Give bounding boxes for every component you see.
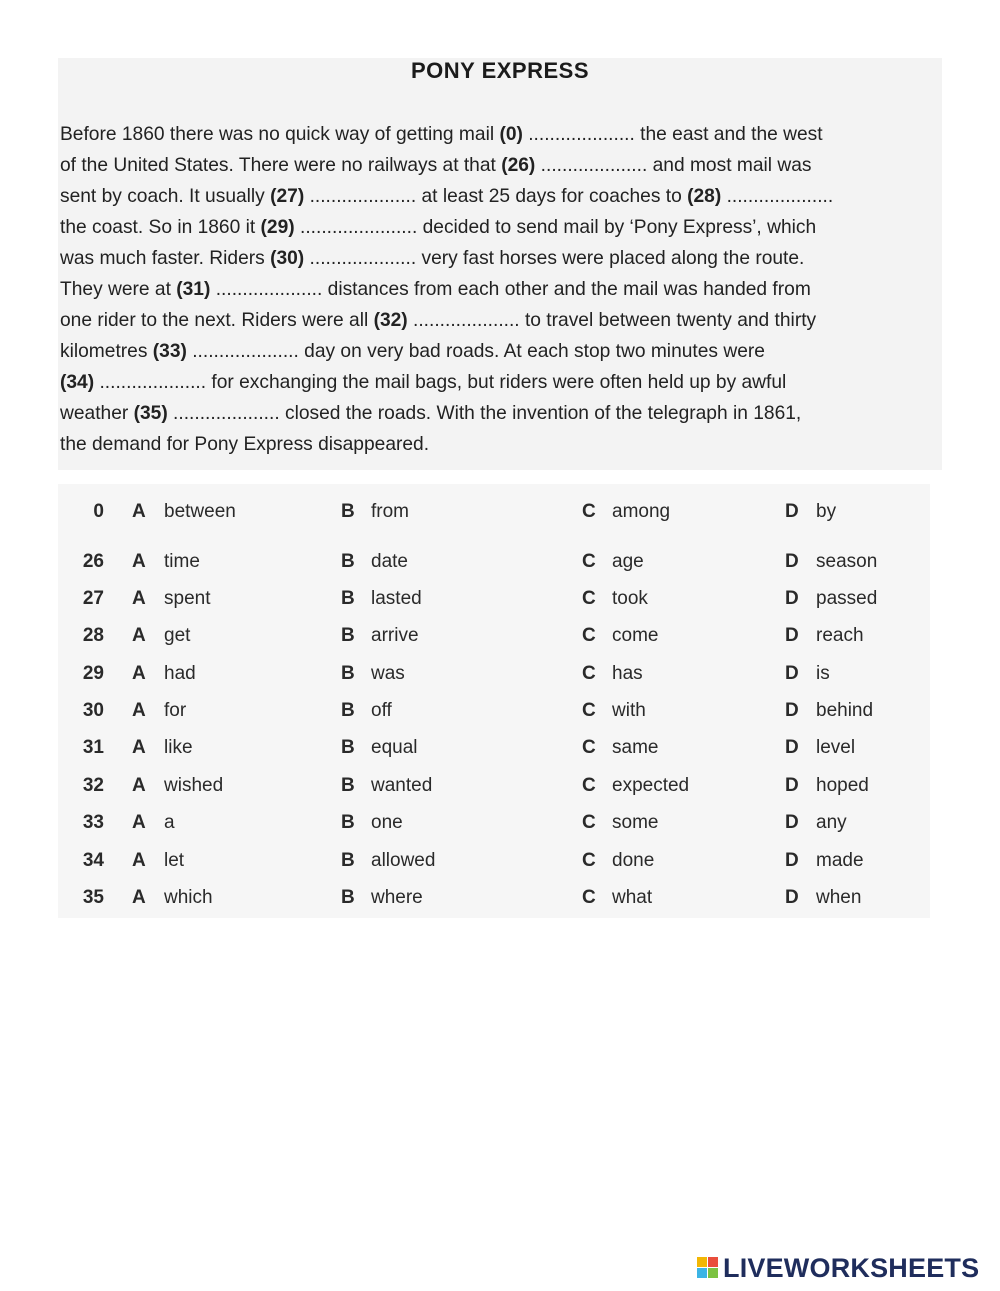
- option-letter-a: A: [132, 588, 146, 609]
- passage-line: [60, 274, 940, 305]
- gap-number: (29): [260, 217, 295, 238]
- worksheet-title: PONY EXPRESS: [411, 58, 589, 83]
- option-letter-d: D: [785, 501, 799, 522]
- option-a[interactable]: which: [164, 887, 213, 908]
- option-row: [58, 497, 928, 527]
- passage-line: [60, 150, 940, 181]
- question-number: 0: [93, 501, 104, 522]
- option-b[interactable]: arrive: [371, 625, 419, 646]
- option-letter-b: B: [341, 700, 355, 721]
- option-row: [58, 659, 928, 689]
- passage-text: .................... the east and the west: [522, 124, 823, 145]
- logo-square: [708, 1268, 718, 1278]
- option-letter-c: C: [582, 501, 596, 522]
- passage-text: They were at: [60, 279, 177, 300]
- passage-line: [60, 336, 940, 367]
- option-row: [58, 547, 928, 577]
- option-letter-d: D: [785, 737, 799, 758]
- option-letter-d: D: [785, 588, 799, 609]
- option-row: [58, 808, 928, 838]
- option-d[interactable]: is: [816, 663, 830, 684]
- cloze-passage: [60, 119, 940, 460]
- option-letter-b: B: [341, 501, 355, 522]
- option-a[interactable]: a: [164, 812, 175, 833]
- passage-line: [60, 367, 940, 398]
- passage-text: .................... for exchanging the mail bags, but riders were often held up by awful: [94, 372, 787, 393]
- option-b[interactable]: one: [371, 812, 403, 833]
- option-letter-a: A: [132, 501, 146, 522]
- question-number: 28: [82, 625, 104, 646]
- option-b[interactable]: from: [371, 501, 409, 522]
- gap-number: (0): [499, 124, 523, 145]
- option-letter-c: C: [582, 850, 596, 871]
- option-letter-d: D: [785, 850, 799, 871]
- option-c[interactable]: took: [612, 588, 648, 609]
- question-number: 34: [82, 850, 104, 871]
- option-letter-d: D: [785, 551, 799, 572]
- liveworksheets-logo-icon: [697, 1257, 719, 1279]
- option-c[interactable]: among: [612, 501, 671, 522]
- option-b[interactable]: off: [371, 700, 392, 721]
- option-letter-a: A: [132, 887, 146, 908]
- option-c[interactable]: expected: [612, 775, 690, 796]
- option-letter-c: C: [582, 663, 596, 684]
- passage-line: [60, 119, 940, 150]
- option-letter-a: A: [132, 625, 146, 646]
- option-b[interactable]: lasted: [371, 588, 422, 609]
- option-c[interactable]: some: [612, 812, 659, 833]
- liveworksheets-logo: [697, 1252, 979, 1284]
- option-letter-b: B: [341, 887, 355, 908]
- option-letter-c: C: [582, 625, 596, 646]
- option-letter-c: C: [582, 737, 596, 758]
- option-letter-c: C: [582, 551, 596, 572]
- question-number: 35: [82, 887, 104, 908]
- gap-number: (34): [60, 372, 95, 393]
- option-b[interactable]: where: [371, 887, 423, 908]
- option-c[interactable]: age: [612, 551, 644, 572]
- option-a[interactable]: spent: [164, 588, 211, 609]
- option-c[interactable]: same: [612, 737, 659, 758]
- option-letter-d: D: [785, 663, 799, 684]
- question-number: 32: [82, 775, 104, 796]
- option-letter-b: B: [341, 812, 355, 833]
- option-letter-c: C: [582, 588, 596, 609]
- passage-text: of the United States. There were no railways at that: [60, 155, 502, 176]
- option-d[interactable]: season: [816, 551, 878, 572]
- option-letter-d: D: [785, 812, 799, 833]
- option-row: [58, 696, 928, 726]
- option-letter-a: A: [132, 700, 146, 721]
- passage-text: sent by coach. It usually: [60, 186, 271, 207]
- option-c[interactable]: has: [612, 663, 643, 684]
- option-d[interactable]: reach: [816, 625, 864, 646]
- logo-square: [708, 1257, 718, 1267]
- option-b[interactable]: was: [371, 663, 405, 684]
- passage-text: the demand for Pony Express disappeared.: [60, 434, 430, 455]
- option-c[interactable]: what: [612, 887, 653, 908]
- option-c[interactable]: done: [612, 850, 655, 871]
- passage-text: .................... distances from each other and the mail was handed from: [210, 279, 811, 300]
- passage-text: .................... at least 25 days for coaches to: [304, 186, 688, 207]
- question-number: 31: [82, 737, 104, 758]
- passage-text: was much faster. Riders: [60, 248, 271, 269]
- option-letter-a: A: [132, 812, 146, 833]
- option-d[interactable]: any: [816, 812, 847, 833]
- option-c[interactable]: come: [612, 625, 659, 646]
- passage-text: the coast. So in 1860 it: [60, 217, 261, 238]
- logo-square: [697, 1257, 707, 1267]
- option-letter-b: B: [341, 588, 355, 609]
- option-d[interactable]: passed: [816, 588, 878, 609]
- liveworksheets-logo-text: LIVEWORKSHEETS: [723, 1252, 980, 1283]
- option-letter-c: C: [582, 887, 596, 908]
- option-b[interactable]: equal: [371, 737, 418, 758]
- option-d[interactable]: level: [816, 737, 856, 758]
- option-row: [58, 621, 928, 651]
- option-d[interactable]: when: [816, 887, 862, 908]
- option-letter-d: D: [785, 887, 799, 908]
- passage-text: .................... and most mail was: [535, 155, 812, 176]
- option-row: [58, 733, 928, 763]
- option-letter-b: B: [341, 625, 355, 646]
- option-a[interactable]: time: [164, 551, 200, 572]
- option-d[interactable]: behind: [816, 700, 874, 721]
- question-number: 29: [82, 663, 104, 684]
- option-letter-c: C: [582, 775, 596, 796]
- option-row: [58, 883, 928, 913]
- passage-text: weather: [60, 403, 134, 424]
- passage-text: kilometres: [60, 341, 153, 362]
- option-letter-a: A: [132, 850, 146, 871]
- option-a[interactable]: had: [164, 663, 196, 684]
- option-letter-b: B: [341, 737, 355, 758]
- passage-text: .................... closed the roads. With the invention of the telegraph in 1861,: [167, 403, 802, 424]
- option-letter-b: B: [341, 551, 355, 572]
- passage-line: [60, 181, 940, 212]
- gap-number: (26): [501, 155, 536, 176]
- option-letter-b: B: [341, 850, 355, 871]
- option-a[interactable]: get: [164, 625, 191, 646]
- passage-text: .................... to travel between twenty and thirty: [407, 310, 817, 331]
- option-letter-a: A: [132, 775, 146, 796]
- option-c[interactable]: with: [612, 700, 646, 721]
- option-d[interactable]: made: [816, 850, 864, 871]
- gap-number: (28): [687, 186, 722, 207]
- gap-number: (35): [133, 403, 168, 424]
- gap-number: (33): [152, 341, 187, 362]
- option-letter-c: C: [582, 812, 596, 833]
- option-letter-b: B: [341, 663, 355, 684]
- passage-line: [60, 243, 940, 274]
- question-number: 26: [82, 551, 104, 572]
- option-row: [58, 771, 928, 801]
- option-letter-d: D: [785, 625, 799, 646]
- passage-text: .................... very fast horses were placed along the route.: [304, 248, 805, 269]
- option-letter-b: B: [341, 775, 355, 796]
- passage-text: one rider to the next. Riders were all: [60, 310, 374, 331]
- option-letter-d: D: [785, 775, 799, 796]
- option-d[interactable]: hoped: [816, 775, 869, 796]
- option-a[interactable]: between: [164, 501, 236, 522]
- option-a[interactable]: wished: [164, 775, 224, 796]
- gap-number: (30): [270, 248, 305, 269]
- logo-square: [697, 1268, 707, 1278]
- passage-line: [60, 305, 940, 336]
- option-a[interactable]: for: [164, 700, 187, 721]
- gap-number: (32): [373, 310, 408, 331]
- question-number: 30: [82, 700, 104, 721]
- option-letter-a: A: [132, 551, 146, 572]
- passage-text: ....................: [721, 186, 834, 207]
- question-number: 33: [82, 812, 104, 833]
- passage-text: Before 1860 there was no quick way of getting mail: [60, 124, 500, 145]
- option-row: [58, 846, 928, 876]
- passage-text: .................... day on very bad roads. At each stop two minutes were: [186, 341, 765, 362]
- gap-number: (31): [176, 279, 211, 300]
- option-letter-a: A: [132, 663, 146, 684]
- option-b[interactable]: wanted: [371, 775, 433, 796]
- option-d[interactable]: by: [816, 501, 837, 522]
- option-letter-c: C: [582, 700, 596, 721]
- passage-text: ...................... decided to send mail by ‘Pony Express’, which: [294, 217, 817, 238]
- option-a[interactable]: like: [164, 737, 193, 758]
- option-b[interactable]: allowed: [371, 850, 436, 871]
- gap-number: (27): [270, 186, 305, 207]
- option-letter-a: A: [132, 737, 146, 758]
- passage-line: [60, 429, 940, 460]
- option-row: [58, 584, 928, 614]
- passage-line: [60, 398, 940, 429]
- option-letter-d: D: [785, 700, 799, 721]
- question-number: 27: [82, 588, 104, 609]
- option-a[interactable]: let: [164, 850, 185, 871]
- passage-line: [60, 212, 940, 243]
- option-b[interactable]: date: [371, 551, 408, 572]
